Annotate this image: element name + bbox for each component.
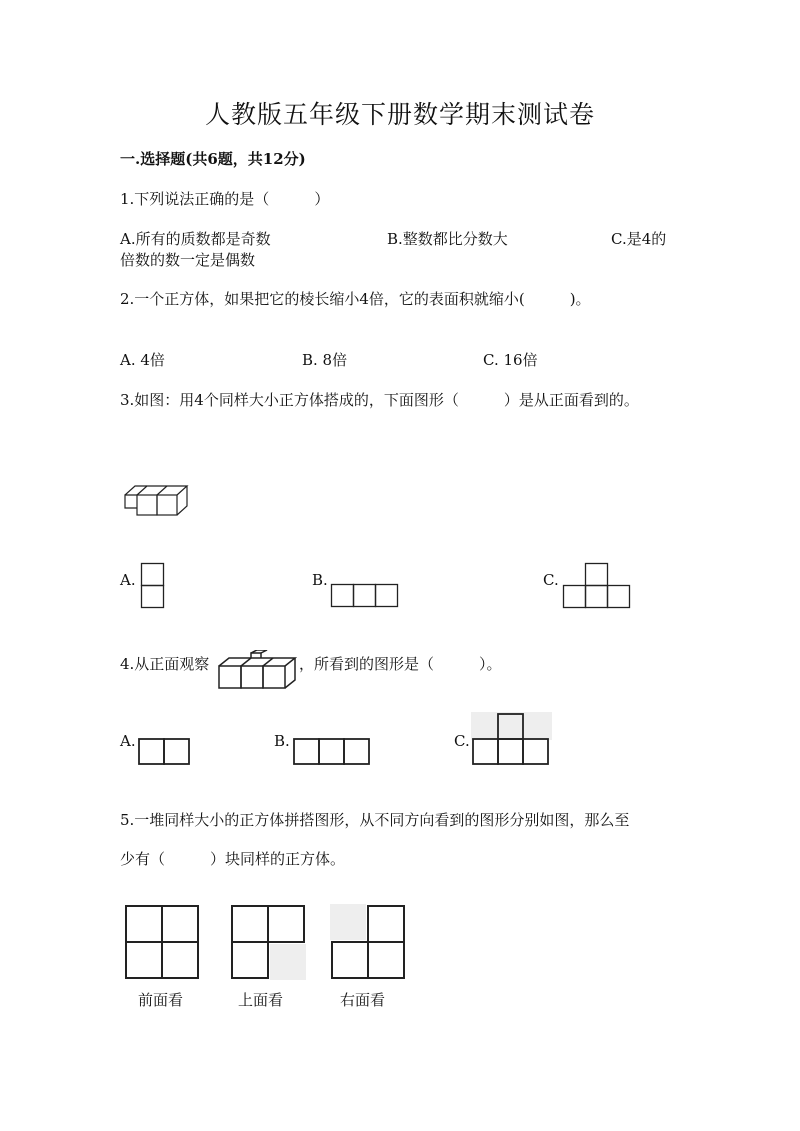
question-3-option-a-figure: [140, 562, 166, 610]
front-view-label: 前面看: [138, 991, 184, 1009]
question-3-option-c: C.: [543, 571, 559, 589]
question-4-cube-figure: [217, 650, 297, 692]
question-3-cube-figure: [120, 478, 190, 520]
question-4-option-c-figure: [471, 712, 553, 768]
right-view-figure: [330, 904, 408, 982]
question-1-stem: 1.下列说法正确的是（ ）: [120, 190, 330, 208]
section-heading: 一.选择题(共6题，共12分): [120, 150, 306, 168]
front-view-figure: [124, 904, 202, 982]
question-3-option-a: A.: [120, 571, 136, 589]
question-4-option-b-figure: [292, 737, 374, 767]
top-view-figure: [230, 904, 308, 982]
top-view-label: 上面看: [238, 991, 284, 1009]
question-1-option-a: A.所有的质数都是奇数: [120, 230, 271, 248]
question-4-option-a: A.: [120, 732, 136, 750]
question-2-option-b: B. 8倍: [302, 351, 348, 369]
question-4-option-c: C.: [454, 732, 470, 750]
question-3-option-c-figure: [562, 562, 632, 610]
question-2-stem: 2.一个正方体，如果把它的棱长缩小4倍，它的表面积就缩小( )。: [120, 290, 591, 308]
question-1-option-c-continued: 倍数的数一定是偶数: [120, 251, 256, 269]
question-4-option-a-figure: [137, 737, 193, 767]
question-2-option-a: A. 4倍: [120, 351, 165, 369]
question-3-option-b-figure: [330, 583, 400, 610]
page-title: 人教版五年级下册数学期末测试卷: [204, 100, 595, 129]
question-3-option-b: B.: [312, 571, 328, 589]
question-4-stem-end: ，所看到的图形是（ ）。: [299, 655, 502, 673]
question-2-option-c: C. 16倍: [483, 351, 538, 369]
question-5-stem-line1: 5.一堆同样大小的正方体拼搭图形，从不同方向看到的图形分别如图，那么至: [120, 811, 630, 829]
right-view-label: 右面看: [340, 991, 386, 1009]
question-1-option-c: C.是4的: [611, 230, 667, 248]
question-4-stem-start: 4.从正面观察: [120, 655, 210, 673]
question-3-stem: 3.如图：用4个同样大小正方体搭成的，下面图形（ ）是从正面看到的。: [120, 391, 639, 409]
question-1-option-b: B.整数都比分数大: [387, 230, 508, 248]
question-5-stem-line2: 少有（ ）块同样的正方体。: [120, 850, 346, 868]
question-4-option-b: B.: [274, 732, 290, 750]
